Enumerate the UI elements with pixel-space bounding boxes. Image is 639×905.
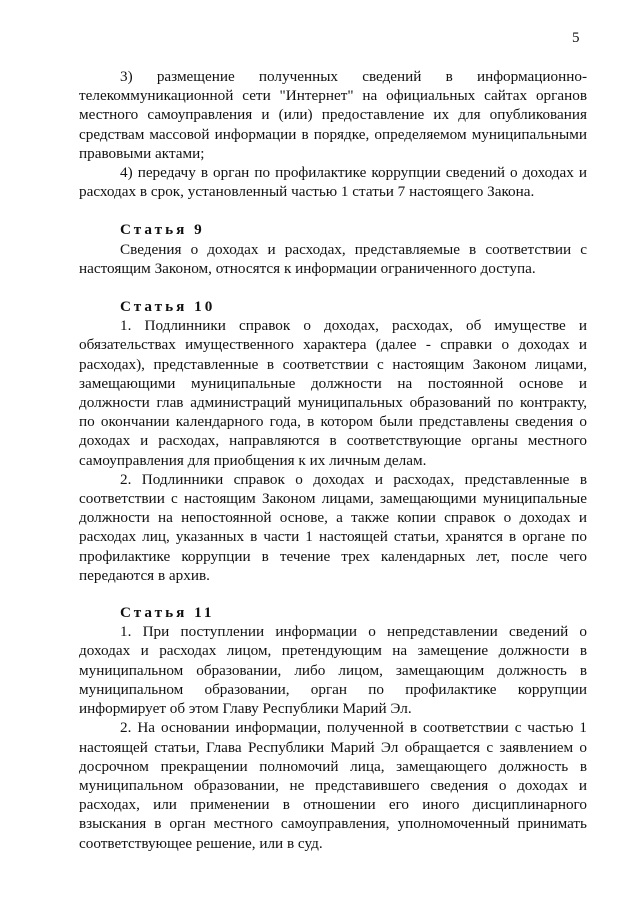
article-10-heading: Статья 10	[120, 298, 216, 316]
article-11-paragraph-2: 2. На основании информации, полученной в соответствии с частью 1 настоящей статьи, Глава Республики Марий Эл обращается с заявлением о досрочном прекращении полномочий лица, замещающего должность в муниципальном образовании, не представившего сведения о доходах и расходах, или применении в отношении его иного дисциплинарного взыскания в орган местного самоуправления, уполномоченный принимать соответствующее решение, или в суд.	[79, 719, 587, 852]
article-11-paragraph-1: 1. При поступлении информации о непредставлении сведений о доходах и расходах лицом, претендующим на замещение должности в муниципальном образовании, либо лицом, замещающим должность в муниципальном образовании, орган по профилактике коррупции информирует об этом Главу Республики Марий Эл.	[79, 623, 587, 718]
article-9-heading: Статья 9	[120, 221, 205, 239]
document-body	[79, 67, 587, 853]
article-11-heading: Статья 11	[120, 604, 215, 622]
page-number: 5	[572, 30, 580, 46]
article-9-text: Сведения о доходах и расходах, представляемые в соответствии с настоящим Законом, относятся к информации ограниченного доступа.	[79, 240, 587, 277]
list-item-3: 3) размещение полученных сведений в информационно-телекоммуникационной сети "Интернет" на официальных сайтах органов местного самоуправления и (или) предоставление их для опубликования средствам массовой информации в порядке, определяемом муниципальными правовыми актами;	[79, 68, 587, 162]
section-spacer	[79, 201, 587, 220]
article-10-paragraph-2: 2. Подлинники справок о доходах и расходах, представленные в соответствии с настоящим Законом лицами, замещающими муниципальные должности на непостоянной основе, а также копии справок о доходах и расходах лиц, указанных в части 1 настоящей статьи, хранятся в органе по профилактике коррупции в течение трех календарных лет, после чего передаются в архив.	[79, 470, 587, 584]
section-spacer	[79, 278, 587, 297]
list-item-4: 4) передачу в орган по профилактике коррупции сведений о доходах и расходах в срок, установленный частью 1 статьи 7 настоящего Закона.	[79, 164, 587, 201]
section-spacer	[79, 585, 587, 603]
article-10-paragraph-1: 1. Подлинники справок о доходах, расходах, об имуществе и обязательствах имущественного характера (далее - справки о доходах и расходах), представленные в соответствии с настоящим Законом лицами, замещающими муниципальные должности на постоянной основе и должности глав администраций муниципальных образований по контракту, по окончании календарного года, в котором были представлены сведения о доходах и расходах, направляются в соответствующие органы местного самоуправления для приобщения к их личным делам.	[79, 317, 587, 469]
